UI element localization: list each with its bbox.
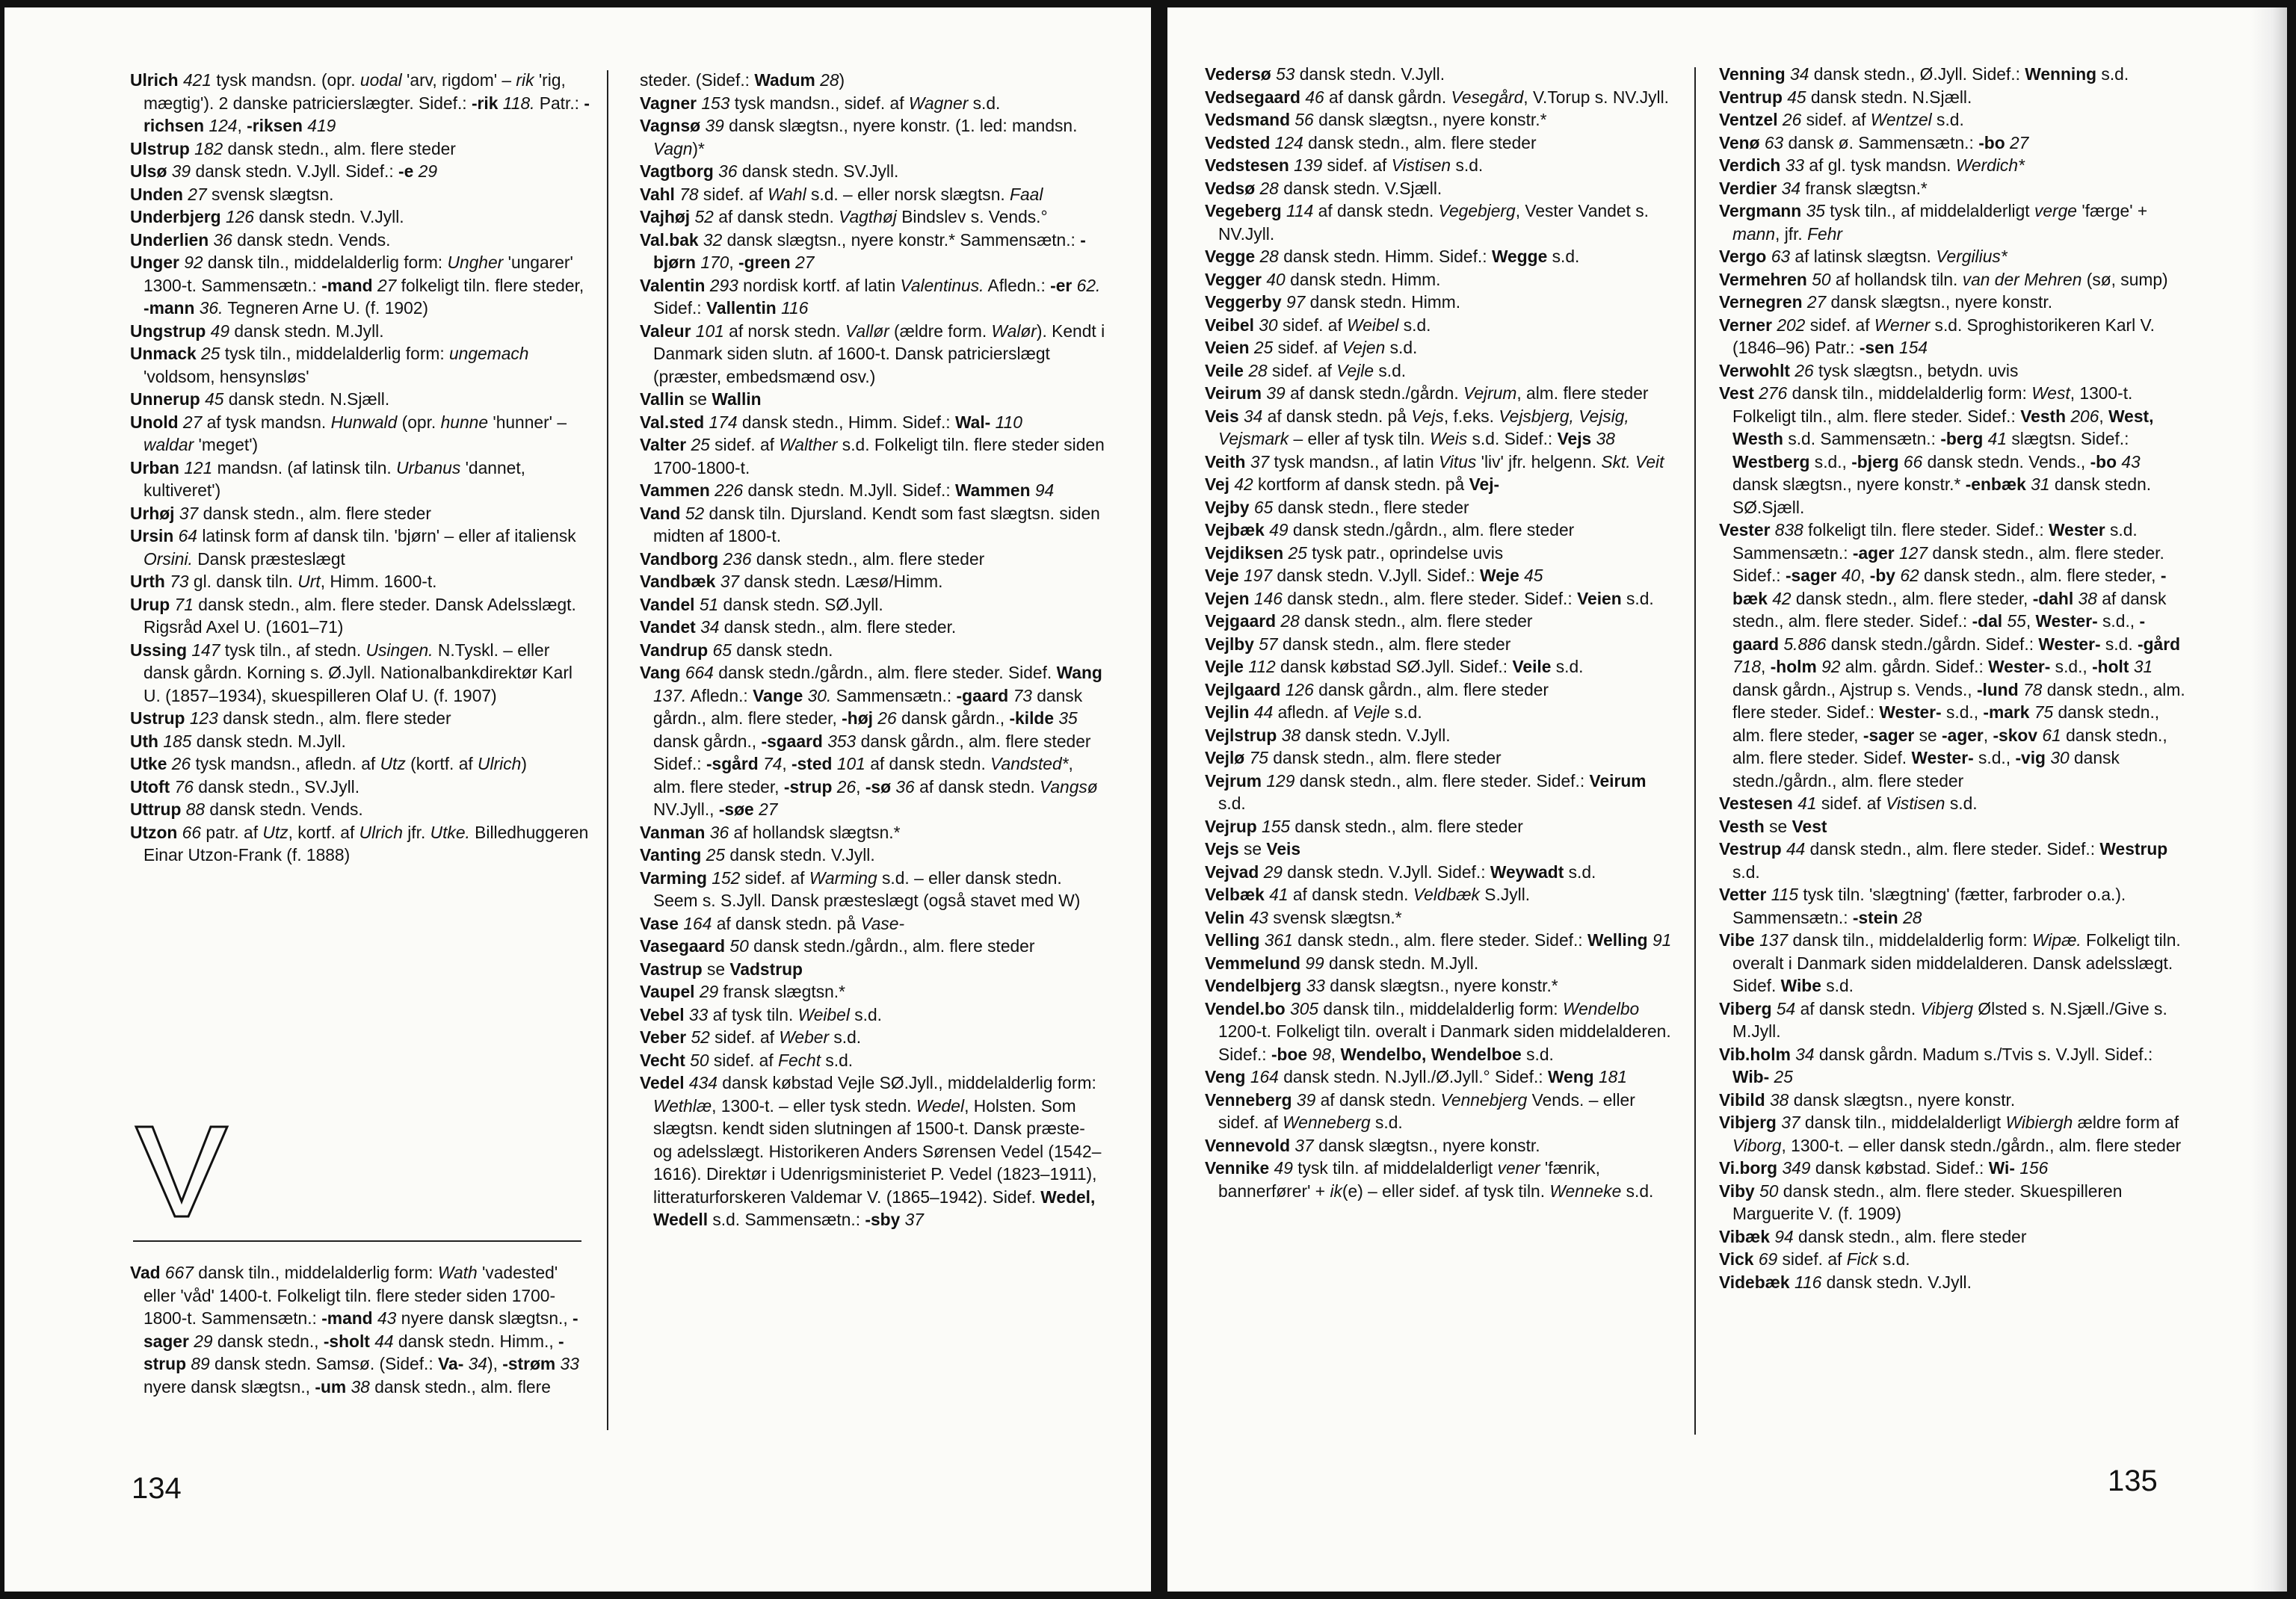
dictionary-entry: Veith 37 tysk mandsn., af latin Vitus 'liv' jfr. helgenn. Skt. Veit [1205,451,1664,471]
dictionary-entry: Vejlstrup 38 dansk stedn. V.Jyll. [1205,725,1451,745]
dictionary-entry: Vetter 115 tysk tiln. 'slægtning' (fætter, farbroder o.a.). Sammensætn.: -stein 28 [1719,885,2126,927]
page-number: 135 [2108,1465,2158,1497]
dictionary-entry: Underbjerg 126 dansk stedn. V.Jyll. [130,207,404,226]
dictionary-entry: Vedersø 53 dansk stedn. V.Jyll. [1205,64,1445,84]
dictionary-entry: Vedsted 124 dansk stedn., alm. flere steder [1205,132,1537,152]
left-page-column-1-v-section [130,1261,592,1457]
right-page [1167,7,2287,1592]
dictionary-entry: Vejvad 29 dansk stedn. V.Jyll. Sidef.: Weywadt s.d. [1205,862,1596,882]
dictionary-entry: Ventrup 45 dansk stedn. N.Sjæll. [1719,87,1972,107]
dictionary-entry: Vaupel 29 fransk slægtsn.* [640,982,845,1001]
dictionary-entry: Videbæk 116 dansk stedn. V.Jyll. [1719,1272,1972,1292]
dictionary-entry: Vermehren 50 af hollandsk tiln. van der Mehren (sø, sump) [1719,269,2168,289]
dictionary-entry: Vandbæk 37 dansk stedn. Læsø/Himm. [640,572,943,591]
dictionary-entry: Vejen 146 dansk stedn., alm. flere steder. Sidef.: Veien s.d. [1205,588,1654,608]
dictionary-entry: Unden 27 svensk slægtsn. [130,184,334,204]
dictionary-entry: Vandel 51 dansk stedn. SØ.Jyll. [640,594,883,614]
dictionary-entry: Utoft 76 dansk stedn., SV.Jyll. [130,776,360,797]
dictionary-entry: Unger 92 dansk tiln., middelalderlig form: Ungher 'ungarer' 1300-t. Sammensætn.: -mand 27 folkeligt tiln. flere steder, -mann 36. Tegneren Arne U. (f. 1902) [130,253,584,318]
dictionary-entry: Vahl 78 sidef. af Wahl s.d. – eller norsk slægtsn. Faal [640,184,1043,204]
dictionary-entry: Vagnsø 39 dansk slægtsn., nyere konstr. (1. led: mandsn. Vagn)* [640,116,1078,158]
dictionary-entry: Vammen 226 dansk stedn. M.Jyll. Sidef.: Wammen 94 [640,480,1055,500]
dictionary-entry: Venning 34 dansk stedn., Ø.Jyll. Sidef.: Wenning s.d. [1719,64,2129,84]
dictionary-entry: Vase 164 af dansk stedn. på Vase- [640,913,905,933]
section-rule [133,1240,581,1242]
dictionary-entry: Verdich 33 af gl. tysk mandsn. Werdich* [1719,155,2025,175]
dictionary-entry: Vedsø 28 dansk stedn. V.Sjæll. [1205,178,1442,198]
dictionary-entry: Vastrup se Vadstrup [640,959,803,979]
dictionary-entry: Vegger 40 dansk stedn. Himm. [1205,269,1441,289]
dictionary-entry: Vendel.bo 305 dansk tiln., middelalderlig form: Wendelbo 1200-t. Folkeligt tiln. overalt i Danmark siden middelalderen. Sidef.: -boe 98, Wendelbo, Wendelboe s.d. [1205,998,1671,1064]
dictionary-entry: Veirum 39 af dansk stedn./gårdn. Vejrum, alm. flere steder [1205,383,1649,403]
dictionary-entry: Vib.holm 34 dansk gårdn. Madum s./Tvis s. V.Jyll. Sidef.: Wib- 25 [1719,1044,2153,1086]
dictionary-entry: Veje 197 dansk stedn. V.Jyll. Sidef.: Weje 45 [1205,566,1543,585]
dictionary-entry: Ulstrup 182 dansk stedn., alm. flere steder [130,138,456,158]
dictionary-entry: Verwohlt 26 tysk slægtsn., betydn. uvis [1719,360,2019,380]
dictionary-entry: Vibild 38 dansk slægtsn., nyere konstr. [1719,1089,2016,1110]
dictionary-entry: Vennevold 37 dansk slægtsn., nyere konstr. [1205,1135,1540,1155]
dictionary-entry: Viberg 54 af dansk stedn. Vibjerg Ølsted s. N.Sjæll./Give s. M.Jyll. [1719,998,2167,1041]
dictionary-entry: Vand 52 dansk tiln. Djursland. Kendt som fast slægtsn. siden midten af 1800-t. [640,503,1100,545]
dictionary-entry: Vejrum 129 dansk stedn., alm. flere steder. Sidef.: Veirum s.d. [1205,770,1647,813]
left-page-column-2 [640,69,1107,1450]
dictionary-entry: Veibel 30 sidef. af Weibel s.d. [1205,315,1431,335]
dictionary-entry: Veien 25 sidef. af Vejen s.d. [1205,338,1418,357]
dictionary-entry: Velbæk 41 af dansk stedn. Veldbæk S.Jyll. [1205,885,1531,904]
dictionary-entry: Vibæk 94 dansk stedn., alm. flere steder [1719,1226,2027,1246]
dictionary-entry: Vestrup 44 dansk stedn., alm. flere steder. Sidef.: Westrup s.d. [1719,839,2168,882]
dictionary-entry: Vestesen 41 sidef. af Vistisen s.d. [1719,794,1978,813]
dictionary-entry: Vajhøj 52 af dansk stedn. Vagthøj Bindslev s. Vends.° [640,207,1048,226]
dictionary-entry: Vick 69 sidef. af Fick s.d. [1719,1249,1910,1269]
dictionary-entry: Vesth se Vest [1719,816,1827,836]
dictionary-entry: Veng 164 dansk stedn. N.Jyll./Ø.Jyll.° Sidef.: Weng 181 [1205,1067,1627,1086]
column-divider [1694,67,1696,1435]
dictionary-entry: Vej 42 kortform af dansk stedn. på Vej- [1205,474,1500,494]
page-edge-shadow [2251,7,2287,1592]
dictionary-entry: Velling 361 dansk stedn., alm. flere steder. Sidef.: Welling 91 [1205,930,1672,950]
dictionary-entry: Urban 121 mandsn. (af latinsk tiln. Urbanus 'dannet, kultiveret') [130,457,525,500]
dictionary-entry: Vi.borg 349 dansk købstad. Sidef.: Wi- 156 [1719,1158,2049,1178]
dictionary-entry: Ventzel 26 sidef. af Wentzel s.d. [1719,110,1964,129]
dictionary-entry: Ulrich 421 tysk mandsn. (opr. uodal 'arv, rigdom' – rik 'rig, mægtig'). 2 danske patricierslægter. Sidef.: -rik 118. Patr.: -richsen 124, -riksen 419 [130,70,590,135]
dictionary-entry: Vegge 28 dansk stedn. Himm. Sidef.: Wegge s.d. [1205,247,1580,266]
dictionary-entry: Vergo 63 af latinsk slægtsn. Vergilius* [1719,247,2008,266]
dictionary-entry: Vanman 36 af hollandsk slægtsn.* [640,822,901,842]
dictionary-entry: Vedsmand 56 dansk slægtsn., nyere konstr.* [1205,110,1547,129]
dictionary-entry: Vedstesen 139 sidef. af Vistisen s.d. [1205,155,1484,175]
dictionary-entry: Veber 52 sidef. af Weber s.d. [640,1027,862,1047]
column-divider [607,70,608,1430]
page-number: 134 [132,1472,182,1505]
dictionary-entry: Vibe 137 dansk tiln., middelalderlig form: Wipæ. Folkeligt tiln. overalt i Danmark siden middelalderen. Dansk adelsslægt. Sidef. Wibe s.d. [1719,930,2181,995]
dictionary-entry: Valentin 293 nordisk kortf. af latin Valentinus. Afledn.: -er 62. Sidef.: Vallentin 116 [640,275,1101,318]
dictionary-entry: Vandrup 65 dansk stedn. [640,640,833,660]
dictionary-entry: Vejrup 155 dansk stedn., alm. flere steder [1205,816,1523,836]
dictionary-entry: Vejgaard 28 dansk stedn., alm. flere steder [1205,611,1533,631]
dictionary-entry: Vennike 49 tysk tiln. af middelalderligt vener 'fænrik, bannerfører' + ik(e) – eller sidef. af tysk tiln. Wenneke s.d. [1205,1158,1654,1201]
dictionary-entry: Ungstrup 49 dansk stedn. M.Jyll. [130,321,384,341]
dictionary-entry: Vad 667 dansk tiln., middelalderlig form: Wath 'vadested' eller 'våd' 1400-t. Folkeligt tiln. flere steder siden 1700-1800-t. Sammensætn.: -mand 43 nyere dansk slægtsn., -sager 29 dansk stedn., -sholt 44 dansk stedn. Himm., -strup 89 dansk stedn. Samsø. (Sidef.: Va- 34), -strøm 33 nyere dansk slægtsn., -um 38 dansk stedn., alm. flere [130,1263,579,1397]
dictionary-entry: Vejle 112 dansk købstad SØ.Jyll. Sidef.: Veile s.d. [1205,657,1584,676]
dictionary-entry: Vester 838 folkeligt tiln. flere steder. Sidef.: Wester s.d. Sammensætn.: -ager 127 dansk stedn., alm. flere steder. Sidef.: -sager 40, -by 62 dansk stedn., alm. flere steder, -bæk 42 dansk stedn., alm. flere steder, -dahl 38 af dansk stedn., alm. flere steder. Sidef.: -dal 55, Wester- s.d., -gaard 5.886 dansk stedn./gårdn. Sidef.: Wester- s.d. -gård 718, -holm 92 alm. gårdn. Sidef.: Wester- s.d., -holt 31 dansk gårdn., Ajstrup s. Vends., -lund 78 dansk stedn., alm. flere steder. Sidef.: Wester- s.d., -mark 75 dansk stedn., alm. flere steder, -sager se -ager, -skov 61 dansk stedn., alm. flere steder. Sidef. Wester- s.d., -vig 30 dansk stedn./gårdn., alm. flere steder [1719,520,2185,791]
dictionary-entry: Urup 71 dansk stedn., alm. flere steder. Dansk Adelsslægt. Rigsråd Axel U. (1601–71) [130,594,576,637]
dictionary-entry: Uth 185 dansk stedn. M.Jyll. [130,731,346,751]
dictionary-entry: Utzon 66 patr. af Utz, kortf. af Ulrich jfr. Utke. Billedhuggeren Einar Utzon-Frank (f. 1888) [130,822,589,865]
dictionary-entry: Vemmelund 99 dansk stedn. M.Jyll. [1205,953,1479,973]
dictionary-entry: Vejlgaard 126 dansk gårdn., alm. flere steder [1205,679,1549,699]
dictionary-entry: Unold 27 af tysk mandsn. Hunwald (opr. hunne 'hunner' – waldar 'meget') [130,412,567,454]
right-page-column-2 [1719,63,2190,1397]
dictionary-entry: Ustrup 123 dansk stedn., alm. flere steder [130,708,451,728]
dictionary-entry: Vejlø 75 dansk stedn., alm. flere steder [1205,748,1502,767]
dictionary-entry: Vibjerg 37 dansk tiln., middelalderligt Wibiergh ældre form af Viborg, 1300-t. – eller dansk stedn./gårdn., alm. flere steder [1719,1113,2182,1155]
dictionary-entry: Verner 202 sidef. af Werner s.d. Sproghistorikeren Karl V. (1846–96) Patr.: -sen 154 [1719,315,2155,357]
dictionary-entry: Vang 664 dansk stedn./gårdn., alm. flere steder. Sidef. Wang 137. Afledn.: Vange 30. Sammensætn.: -gaard 73 dansk gårdn., alm. flere steder, -høj 26 dansk gårdn., -kilde 35 dansk gårdn., -sgaard 353 dansk gårdn., alm. flere steder Sidef.: -sgård 74, -sted 101 af dansk stedn. Vandsted*, alm. flere steder, -strup 26, -sø 36 af dansk stedn. Vangsø NV.Jyll., -søe 27 [640,663,1102,819]
dictionary-entry: Veile 28 sidef. af Vejle s.d. [1205,360,1407,380]
dictionary-entry: Vebel 33 af tysk tiln. Weibel s.d. [640,1004,882,1024]
dictionary-entry: Vecht 50 sidef. af Fecht s.d. [640,1050,854,1070]
dictionary-entry: Viby 50 dansk stedn., alm. flere steder. Skuespilleren Marguerite V. (f. 1909) [1719,1181,2123,1223]
dictionary-entry: Vejlby 57 dansk stedn., alm. flere steder [1205,634,1511,654]
dictionary-entry: Varming 152 sidef. af Warming s.d. – eller dansk stedn. Seem s. S.Jyll. Dansk præsteslægt (også stavet med W) [640,867,1081,910]
dictionary-entry: Vendelbjerg 33 dansk slægtsn., nyere konstr.* [1205,976,1558,995]
dictionary-entry: Vejdiksen 25 tysk patr., oprindelse uvis [1205,542,1504,563]
dictionary-entry: Ursin 64 latinsk form af dansk tiln. 'bjørn' – eller af italiensk Orsini. Dansk præsteslægt [130,526,576,569]
dictionary-entry: Vejbæk 49 dansk stedn./gårdn., alm. flere steder [1205,520,1575,539]
dictionary-entry: Vedsegaard 46 af dansk gårdn. Vesegård, V.Torup s. NV.Jyll. [1205,87,1669,107]
dictionary-entry: Veggerby 97 dansk stedn. Himm. [1205,292,1461,312]
dictionary-entry: Vasegaard 50 dansk stedn./gårdn., alm. flere steder [640,936,1035,956]
dictionary-entry: Unmack 25 tysk tiln., middelalderlig form: ungemach 'voldsom, hensynsløs' [130,344,529,386]
dictionary-entry: Valter 25 sidef. af Walther s.d. Folkeligt tiln. flere steder siden 1700-1800-t. [640,435,1105,477]
dictionary-entry: Underlien 36 dansk stedn. Vends. [130,229,391,250]
dictionary-entry: Valeur 101 af norsk stedn. Vallør (ældre form. Walør). Kendt i Danmark siden slutn. af 1600-t. Dansk patricierslægt (præster, embedsmænd osv.) [640,321,1105,386]
dictionary-entry: Venneberg 39 af dansk stedn. Vennebjerg Vends. – eller sidef. af Wenneberg s.d. [1205,1089,1635,1132]
dictionary-entry: Verdier 34 fransk slægtsn.* [1719,178,1928,198]
dictionary-entry: Vagner 153 tysk mandsn., sidef. af Wagner s.d. [640,93,1001,113]
dictionary-entry: Vernegren 27 dansk slægtsn., nyere konstr. [1719,292,2053,312]
dictionary-entry: Val.bak 32 dansk slægtsn., nyere konstr.* Sammensætn.: -bjørn 170, -green 27 [640,229,1086,272]
right-page-column-1 [1205,63,1672,1450]
dictionary-entry: Ussing 147 tysk tiln., af stedn. Usingen. N.Tyskl. – eller dansk gårdn. Korning s. Ø.Jyll. Nationalbankdirektør Karl U. (1857–1934), skuespilleren Olaf U. (f. 1907) [130,640,573,705]
dictionary-entry: Vedel 434 dansk købstad Vejle SØ.Jyll., middelalderlig form: Wethlæ, 1300-t. – eller tysk stedn. Wedel, Holsten. Som slægtsn. kendt siden slutningen af 1500-t. Dansk præste- og adelsslægt. Historikeren Anders Sørensen Vedel (1542–1616). Direktør i Udenrigsministeriet P. Vedel (1823–1911), litteraturforskeren Valdemar V. (1865–1942). Sidef. Wedel, Wedell s.d. Sammensætn.: -sby 37 [640,1073,1102,1229]
dictionary-entry: Urth 73 gl. dansk tiln. Urt, Himm. 1600-t. [130,572,437,591]
dictionary-entry: Unnerup 45 dansk stedn. N.Sjæll. [130,389,390,409]
dictionary-entry: Veis 34 af dansk stedn. på Vejs, f.eks. Vejsbjerg, Vejsig, Vejsmark – eller af tysk tiln. Weis s.d. Sidef.: Vejs 38 [1205,406,1629,448]
dictionary-entry: steder. (Sidef.: Wadum 28) [640,70,845,90]
dictionary-entry: Vejlin 44 afledn. af Vejle s.d. [1205,702,1422,722]
dictionary-entry: Venø 63 dansk ø. Sammensætn.: -bo 27 [1719,132,2029,152]
dictionary-entry: Vallin se Wallin [640,389,762,409]
dictionary-entry: Urhøj 37 dansk stedn., alm. flere steder [130,503,431,523]
dictionary-entry: Vegeberg 114 af dansk stedn. Vegebjerg, Vester Vandet s. NV.Jyll. [1205,201,1649,244]
dictionary-entry: Vergmann 35 tysk tiln., af middelalderligt verge 'færge' + mann, jfr. Fehr [1719,201,2148,244]
dictionary-entry: Ulsø 39 dansk stedn. V.Jyll. Sidef.: -e 29 [130,161,438,181]
left-page [4,7,1151,1592]
dictionary-entry: Vandborg 236 dansk stedn., alm. flere steder [640,548,985,569]
dictionary-entry: Vejs se Veis [1205,839,1301,859]
dictionary-entry: Vandet 34 dansk stedn., alm. flere steder. [640,617,957,637]
dictionary-entry: Vagtborg 36 dansk stedn. SV.Jyll. [640,161,899,181]
dictionary-entry: Uttrup 88 dansk stedn. Vends. [130,800,363,819]
dictionary-entry: Utke 26 tysk mandsn., afledn. af Utz (kortf. af Ulrich) [130,754,527,773]
dictionary-entry: Vest 276 dansk tiln., middelalderlig form: West, 1300-t. Folkeligt tiln., alm. flere steder. Sidef.: Vesth 206, West, Westh s.d. Sammensætn.: -berg 41 slægtsn. Sidef.: Westberg s.d., -bjerg 66 dansk stedn. Vends., -bo 43 dansk slægtsn., nyere konstr.* -enbæk 31 dansk stedn. SØ.Sjæll. [1719,383,2154,517]
dictionary-entry: Vanting 25 dansk stedn. V.Jyll. [640,845,875,865]
dictionary-entry: Val.sted 174 dansk stedn., Himm. Sidef.: Wal- 110 [640,412,1022,432]
dictionary-entry: Velin 43 svensk slægtsn.* [1205,907,1402,927]
dictionary-entry: Vejby 65 dansk stedn., flere steder [1205,497,1469,517]
section-letter-v [133,1124,230,1219]
